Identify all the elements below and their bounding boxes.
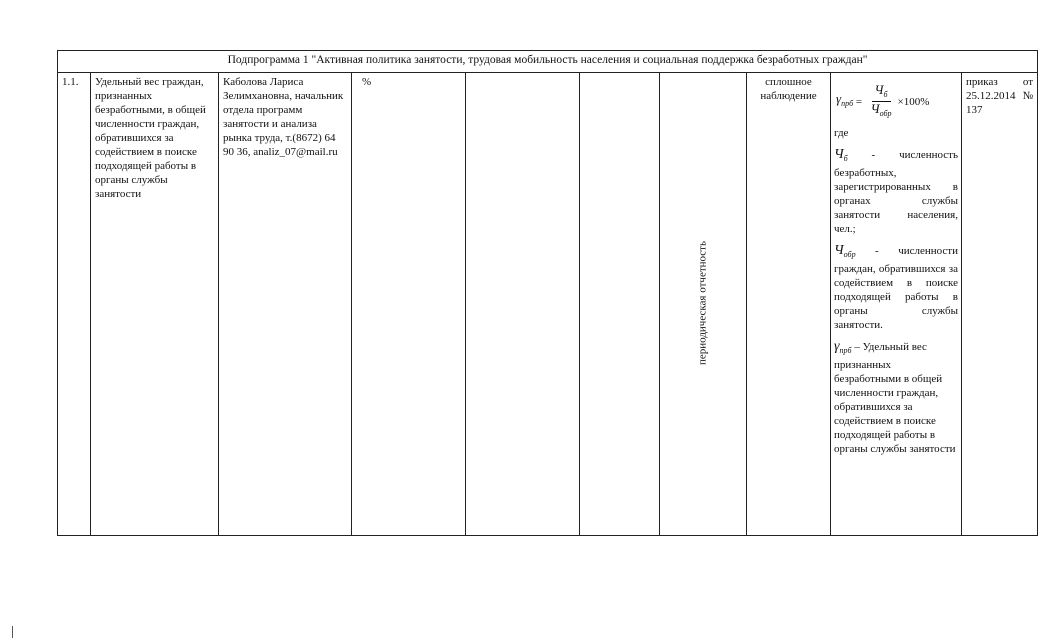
formula-where: где <box>834 127 849 139</box>
observation-method: сплошное наблюдение <box>747 73 831 536</box>
table-row <box>58 73 1038 536</box>
unit-of-measure: % <box>352 73 466 536</box>
periodicity-text: периодическая отчетность <box>696 241 709 366</box>
formula-definition-2: $Ч_{обр}$ - численности граждан, обратившихся за содействием в поиске подходящей работы в органы службы занятости. <box>834 243 958 331</box>
responsible-person: Каболова Лариса Зелимхановна, начальник отдела программ занятости и анализа рынка труда, т.(8672) 64 90 36, analiz_07@mail.ru <box>219 73 352 536</box>
formula-multiplier: ×100% <box>897 95 930 108</box>
formula-definition-1: $Ч_б$ - численность безработных, зарегистрированных в органах службы занятости населения, чел.; <box>834 147 958 235</box>
formula-fraction: $\frac{Ч_б}{Ч_{обр}}$ <box>870 82 892 118</box>
subprogram-header-row <box>58 51 1038 73</box>
periodicity-cell <box>660 73 747 536</box>
margin-mark <box>12 626 13 638</box>
calculation-formula <box>831 73 962 536</box>
indicator-table <box>57 50 1038 536</box>
formula-definition-3: $\gamma_{прб}$ – Удельный вес признанных безработными в общей численности граждан, обратившихся за содействием в поиске подходящей работы в органы службы занятости <box>834 339 956 455</box>
row-number: 1.1. <box>58 73 91 536</box>
subprogram-title: Подпрограмма 1 "Активная политика занятости, трудовая мобильность населения и социальная поддержка безработных граждан" <box>58 51 1038 73</box>
indicator-name: Удельный вес граждан, признанных безработными, в общей численности граждан, обратившихся за содействием в поиске подходящей работы в органы службы занятости <box>91 73 219 536</box>
formula-equation: $\gamma_{прб}$ = $\frac{Ч_б}{Ч_{обр}}$ ×100% <box>836 82 930 118</box>
formula-lhs: $\gamma_{прб}$ <box>836 91 854 108</box>
empty-cell-5 <box>466 73 580 536</box>
empty-cell-6 <box>580 73 660 536</box>
legal-basis: приказ от 25.12.2014 № 137 <box>962 73 1038 536</box>
